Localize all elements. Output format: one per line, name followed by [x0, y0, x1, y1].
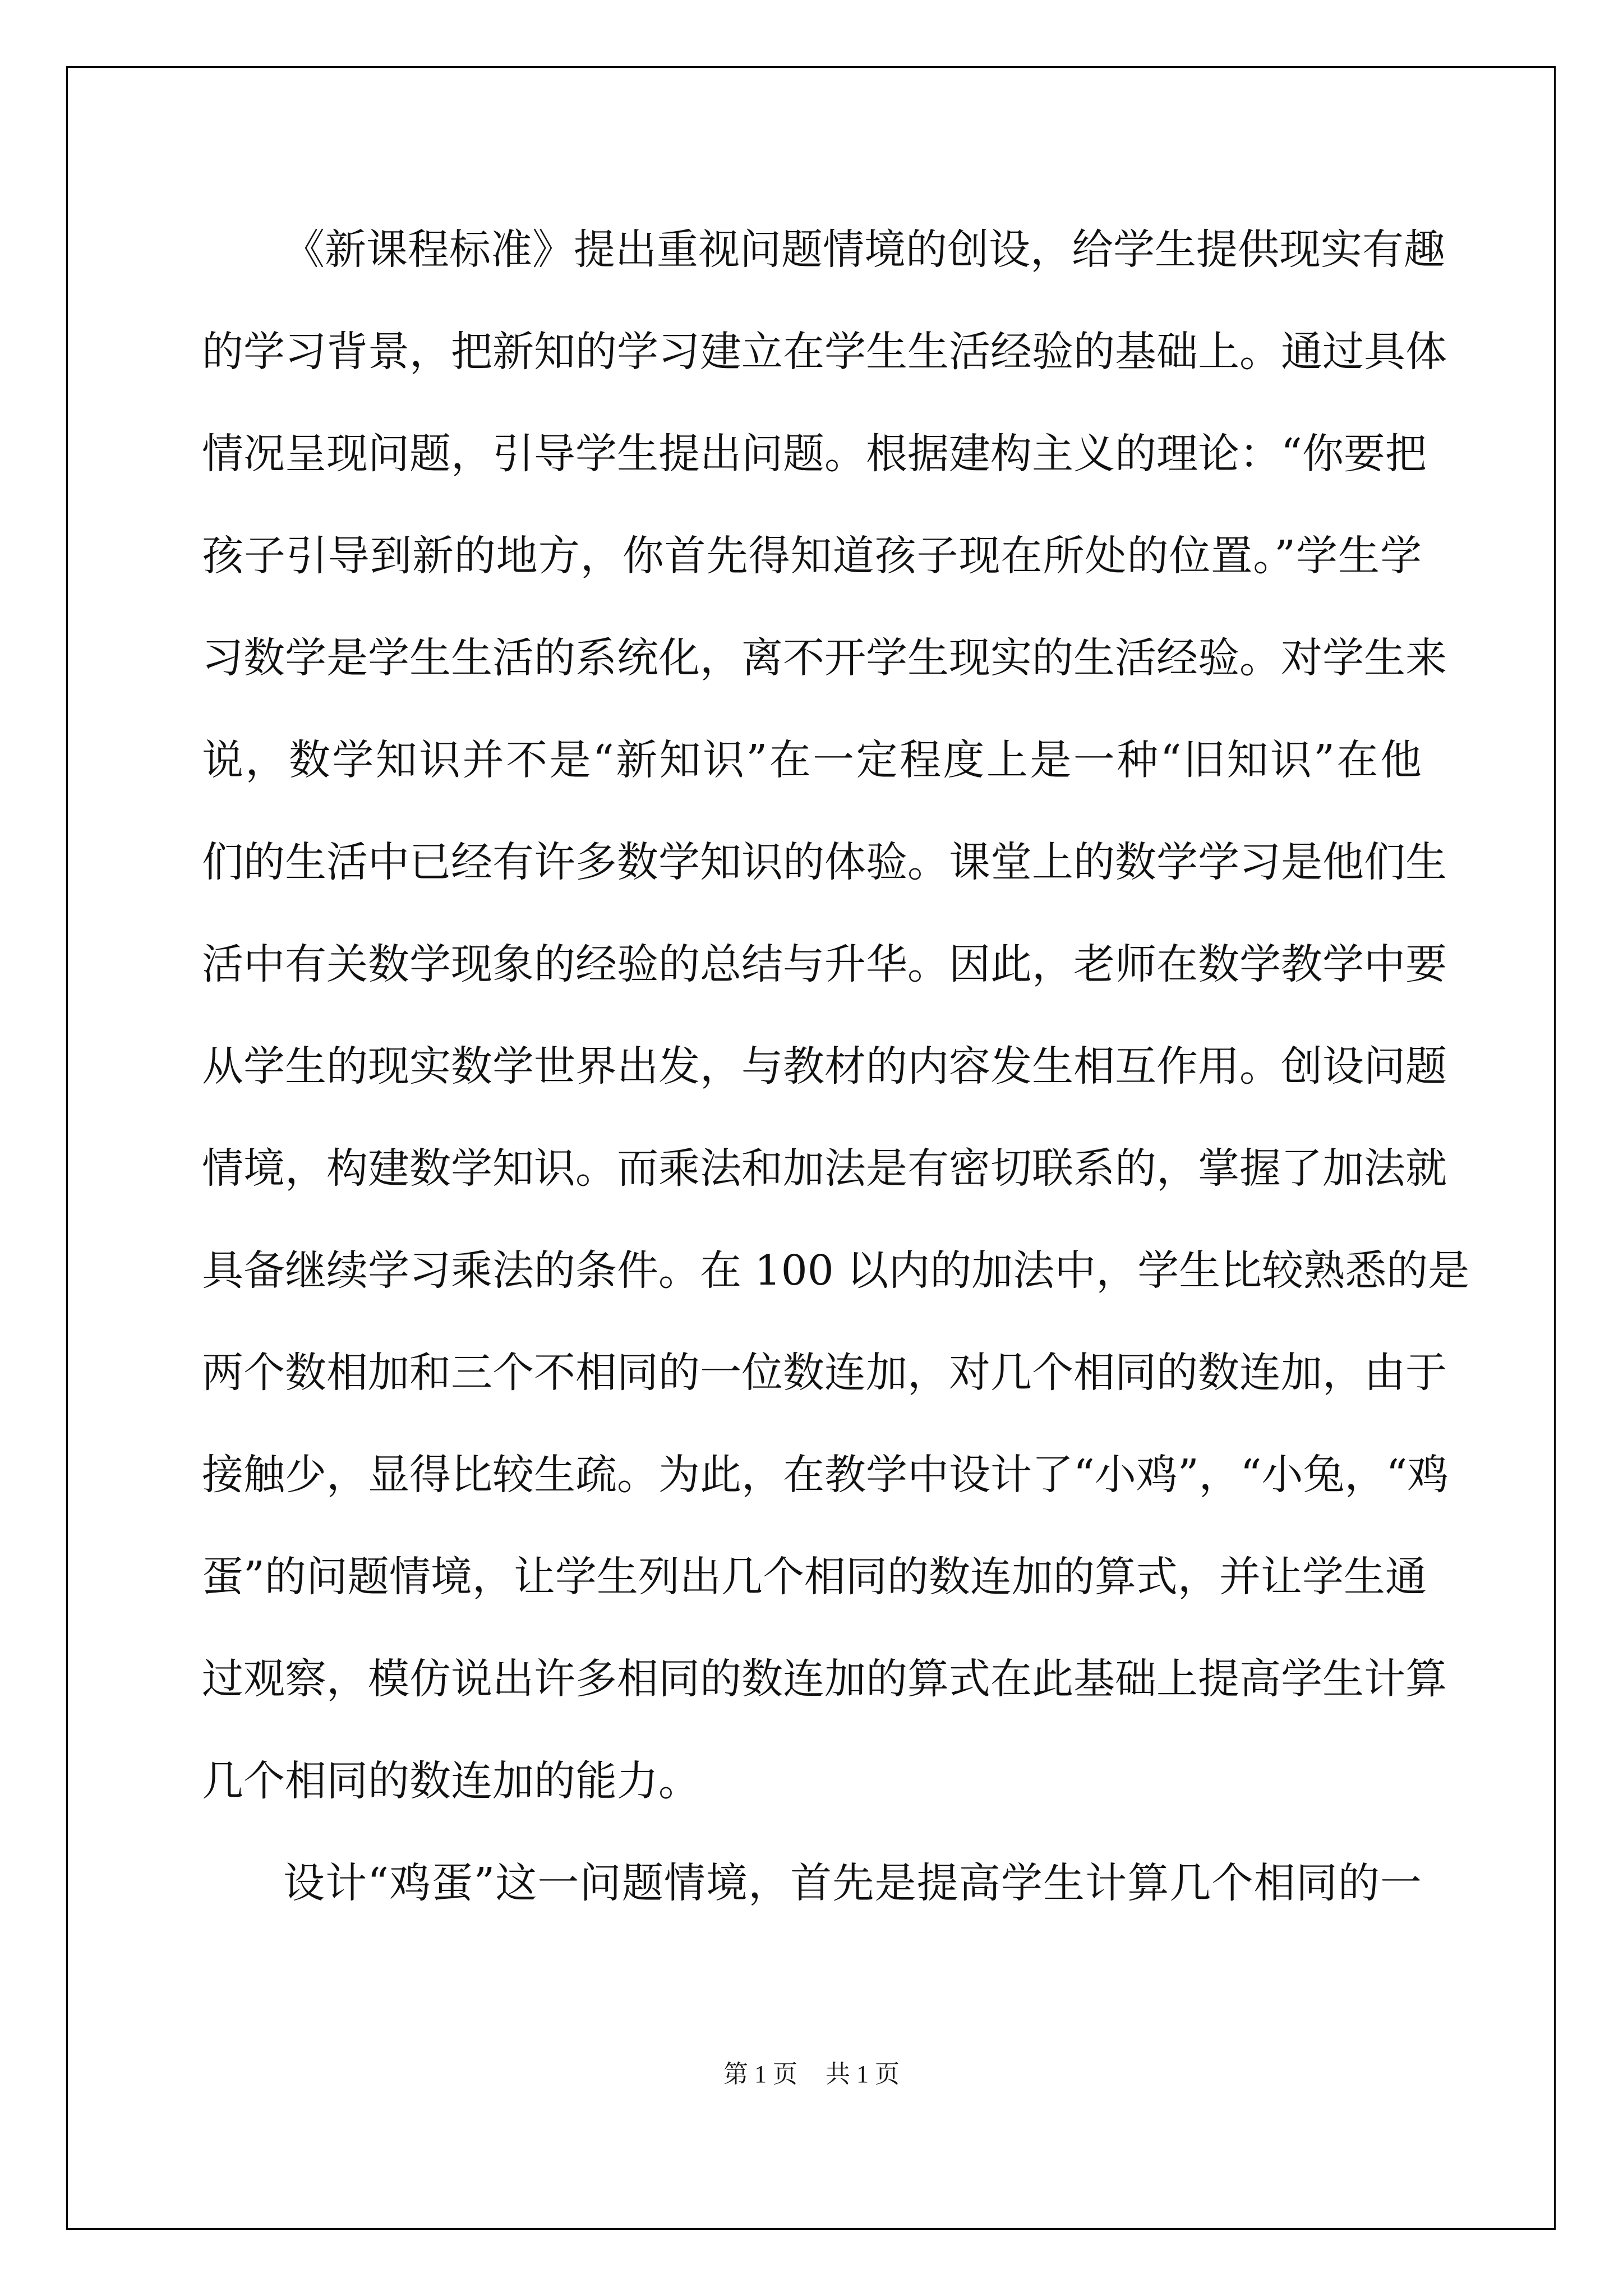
paragraph-1-line-16: 几个相同的数连加的能力。 [202, 1757, 700, 1805]
page-number: 第 1 页 [723, 2060, 797, 2088]
total-pages: 共 1 页 [826, 2060, 900, 2088]
paragraph-1-line-12: 两个数相加和三个不相同的一位数连加，对几个相同的数连加，由于 [202, 1349, 1447, 1397]
paragraph-1-line-5: 习数学是学生生活的系统化，离不开学生现实的生活经验。对学生来 [202, 634, 1447, 682]
paragraph-1-line-14: 蛋”的问题情境，让学生列出几个相同的数连加的算式，并让学生通 [202, 1553, 1427, 1601]
paragraph-1-line-2: 的学习背景，把新知的学习建立在学生生活经验的基础上。通过具体 [202, 328, 1447, 376]
paragraph-1-line-11: 具备继续学习乘法的条件。在 100 以内的加法中，学生比较熟悉的是 [202, 1246, 1470, 1295]
paragraph-1-line-4: 孩子引导到新的地方，你首先得知道孩子现在所处的位置。”学生学 [202, 532, 1422, 580]
paragraph-1-line-8: 活中有关数学现象的经验的总结与升华。因此，老师在数学教学中要 [202, 940, 1447, 988]
paragraph-1-line-13: 接触少，显得比较生疏。为此，在教学中设计了“小鸡”，“小兔，“鸡 [202, 1451, 1449, 1499]
paragraph-1-line-3: 情况呈现问题，引导学生提出问题。根据建构主义的理论：“你要把 [202, 430, 1427, 478]
paragraph-1-line-6: 说，数学知识并不是“新知识”在一定程度上是一种“旧知识”在他 [202, 736, 1422, 784]
paragraph-2-line-1: 设计“鸡蛋”这一问题情境，首先是提高学生计算几个相同的一 [283, 1859, 1422, 1907]
paragraph-1-line-1: 《新课程标准》提出重视问题情境的创设，给学生提供现实有趣 [283, 226, 1445, 274]
page-footer [0, 2058, 1623, 2091]
paragraph-1-line-7: 们的生活中已经有许多数学知识的体验。课堂上的数学学习是他们生 [202, 838, 1447, 886]
paragraph-1-line-10: 情境，构建数学知识。而乘法和加法是有密切联系的，掌握了加法就 [202, 1144, 1447, 1193]
paragraph-1-line-15: 过观察，模仿说出许多相同的数连加的算式在此基础上提高学生计算 [202, 1655, 1447, 1703]
paragraph-1-line-9: 从学生的现实数学世界出发，与教材的内容发生相互作用。创设问题 [202, 1042, 1447, 1091]
